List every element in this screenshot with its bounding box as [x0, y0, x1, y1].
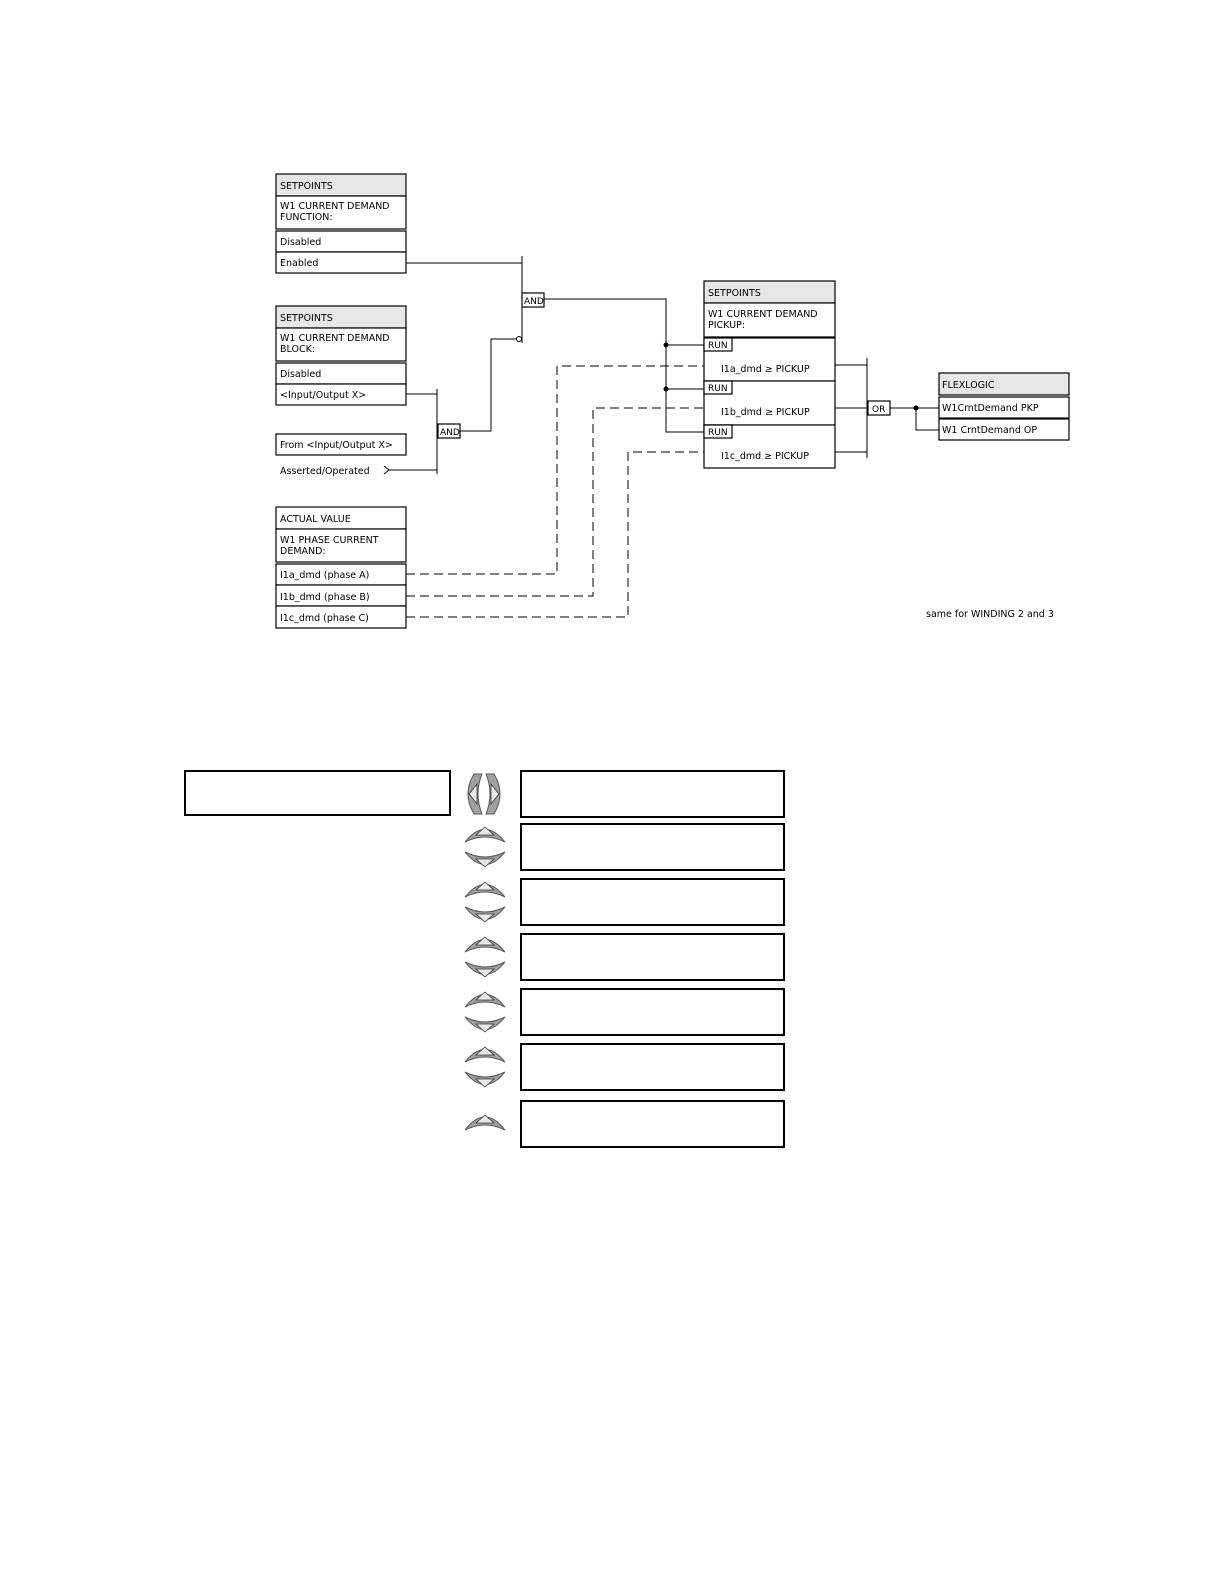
menu-display-6 [521, 1044, 784, 1090]
compare-phase-a: I1a_dmd ≥ PICKUP [721, 364, 810, 375]
actual-value-header: ACTUAL VALUE [280, 514, 351, 525]
from-input-output-label: From <Input/Output X> [280, 440, 393, 451]
menu-display-4 [521, 934, 784, 980]
setpoints-function-header: SETPOINTS [280, 181, 333, 192]
menu-display-5 [521, 989, 784, 1035]
pickup-title-1: W1 CURRENT DEMAND [708, 309, 818, 320]
flexlogic-output-pkp: W1CrntDemand PKP [942, 403, 1039, 414]
or-gate [868, 401, 890, 415]
block-option-input-output: <Input/Output X> [280, 390, 367, 401]
actual-value-title-2: DEMAND: [280, 546, 326, 557]
and-gate-1 [517, 256, 545, 343]
setpoints-function-title-2: FUNCTION: [280, 212, 333, 223]
up-down-keys-icon [465, 827, 505, 867]
menu-display-1 [521, 771, 784, 817]
run-label-c: RUN [708, 428, 728, 438]
function-option-disabled: Disabled [280, 237, 322, 248]
pickup-title-2: PICKUP: [708, 320, 746, 331]
menu-display-7 [521, 1101, 784, 1147]
menu-rows [465, 771, 784, 1147]
menu-display-3 [521, 879, 784, 925]
dashed-wire-phase-a [406, 366, 704, 574]
actual-value-phase-b: I1b_dmd (phase B) [280, 592, 370, 603]
actual-value-phase-c: I1c_dmd (phase C) [280, 613, 369, 624]
actual-value-block [276, 507, 406, 628]
run-label-a: RUN [708, 341, 728, 351]
from-input-output-box [276, 434, 406, 455]
flexlogic-output-op: W1 CrntDemand OP [942, 425, 1038, 436]
wire-and2-to-and1 [460, 339, 516, 431]
and-gate-2 [437, 389, 460, 474]
setpoints-block-block [276, 306, 406, 405]
up-down-keys-icon [465, 1047, 505, 1087]
up-key-icon [465, 1115, 505, 1130]
setpoints-function-title-1: W1 CURRENT DEMAND [280, 201, 390, 212]
pickup-block [704, 281, 835, 468]
compare-phase-b: I1b_dmd ≥ PICKUP [721, 407, 810, 418]
up-down-keys-icon [465, 937, 505, 977]
compare-phase-c: I1c_dmd ≥ PICKUP [721, 451, 809, 462]
winding-note: same for WINDING 2 and 3 [926, 609, 1054, 620]
or-gate-label: OR [872, 405, 886, 415]
actual-value-phase-a: I1a_dmd (phase A) [280, 570, 370, 581]
function-option-enabled: Enabled [280, 258, 319, 269]
menu-display-2 [521, 824, 784, 870]
and-gate-2-label: AND [440, 428, 460, 438]
block-option-disabled: Disabled [280, 369, 322, 380]
and-gate-1-label: AND [524, 297, 544, 307]
setpoints-function-block [276, 174, 406, 273]
up-down-keys-icon [465, 992, 505, 1032]
asserted-arrow [384, 466, 389, 474]
setpoints-block-title-1: W1 CURRENT DEMAND [280, 333, 390, 344]
run-label-b: RUN [708, 384, 728, 394]
up-down-keys-icon [465, 882, 505, 922]
dashed-wire-phase-c [406, 452, 704, 617]
actual-value-title-1: W1 PHASE CURRENT [280, 535, 379, 546]
flexlogic-header: FLEXLOGIC [942, 380, 995, 391]
asserted-operated-label: Asserted/Operated [280, 466, 370, 477]
setpoints-block-title-2: BLOCK: [280, 344, 316, 355]
setpoints-block-header: SETPOINTS [280, 313, 333, 324]
flexlogic-block [939, 373, 1069, 440]
menu-root-display [185, 771, 450, 815]
left-right-keys-icon [468, 774, 500, 814]
pickup-header: SETPOINTS [708, 288, 761, 299]
